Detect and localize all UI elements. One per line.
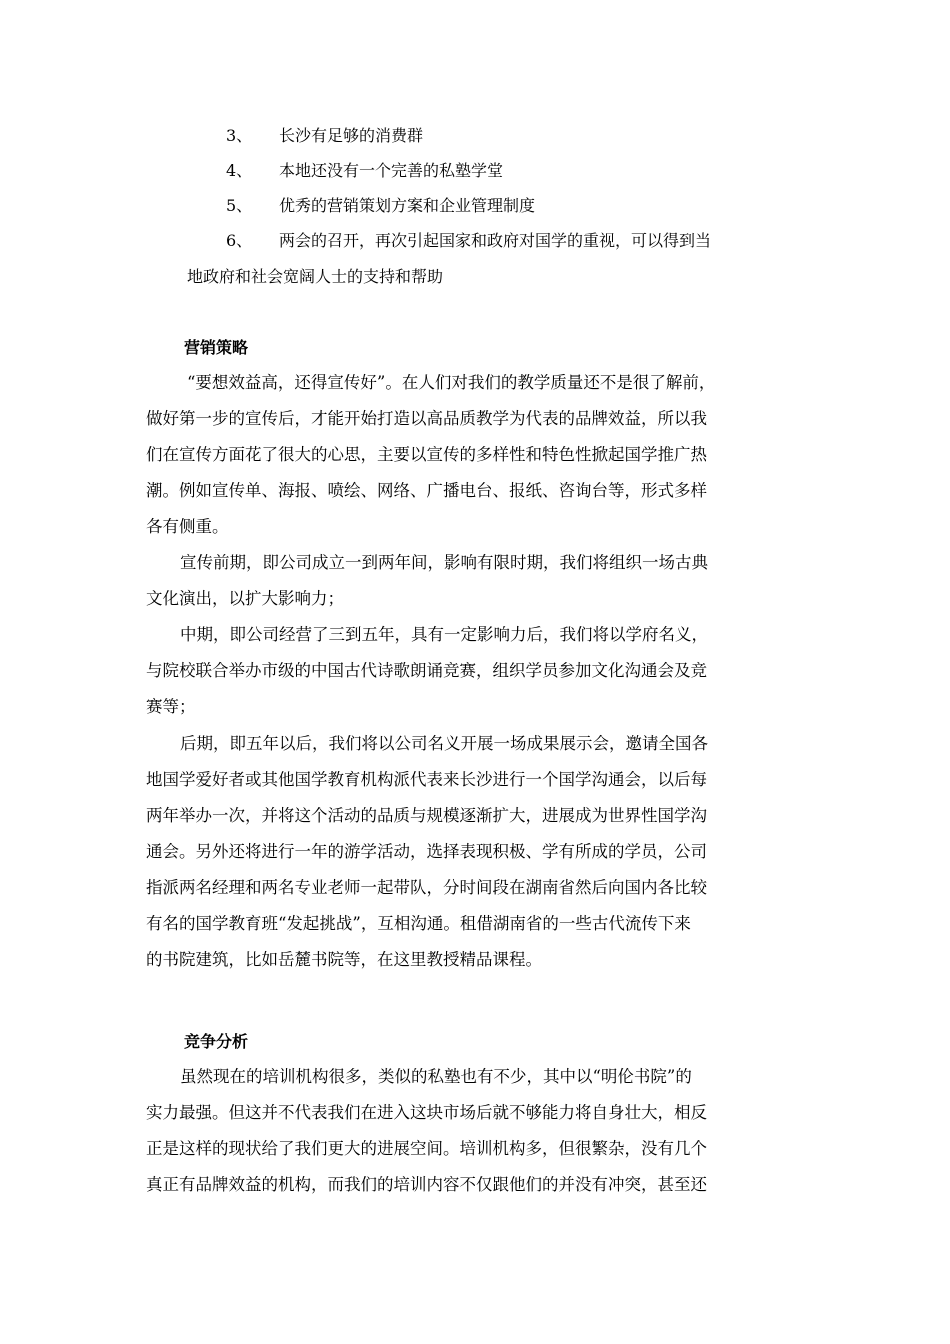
paragraph-line: 虽然现在的培训机构很多，类似的私塾也有不少，其中以“明伦书院”的 [180, 1067, 692, 1086]
paragraph-line: 文化演出，以扩大影响力； [146, 589, 344, 608]
paragraph-line: 通会。另外还将进行一年的游学活动，选择表现积极、学有所成的学员，公司 [146, 842, 707, 861]
paragraph-line: 宣传前期，即公司成立一到两年间，影响有限时期，我们将组织一场古典 [180, 553, 708, 572]
paragraph-line: 正是这样的现状给了我们更大的进展空间。培训机构多，但很繁杂，没有几个 [146, 1139, 707, 1158]
paragraph-line: 与院校联合举办市级的中国古代诗歌朗诵竞赛，组织学员参加文化沟通会及竞 [146, 661, 707, 680]
paragraph-line: 实力最强。但这并不代表我们在进入这块市场后就不够能力将自身壮大，相反 [146, 1103, 707, 1122]
paragraph-line: 做好第一步的宣传后，才能开始打造以高品质教学为代表的品牌效益，所以我 [146, 409, 707, 428]
list-text: 优秀的营销策划方案和企业管理制度 [279, 196, 536, 215]
paragraph-line: 指派两名经理和两名专业老师一起带队，分时间段在湖南省然后向国内各比较 [146, 878, 707, 897]
list-number: 4、 [226, 161, 253, 180]
paragraph-line: 地国学爱好者或其他国学教育机构派代表来长沙进行一个国学沟通会，以后每 [146, 770, 707, 789]
list-number: 5、 [226, 196, 253, 215]
list-text: 本地还没有一个完善的私塾学堂 [279, 161, 504, 180]
list-number: 6、 [226, 231, 253, 250]
paragraph-line: 中期，即公司经营了三到五年，具有一定影响力后，我们将以学府名义， [180, 625, 708, 644]
paragraph-line: 赛等； [146, 697, 196, 716]
paragraph-line: 两年举办一次，并将这个活动的品质与规模逐渐扩大，进展成为世界性国学沟 [146, 806, 707, 825]
list-text: 长沙有足够的消费群 [279, 126, 424, 145]
list-text-continuation: 地政府和社会宽阔人士的支持和帮助 [187, 267, 444, 286]
list-text: 两会的召开，再次引起国家和政府对国学的重视，可以得到当 [279, 231, 712, 250]
paragraph-line: 后期，即五年以后，我们将以公司名义开展一场成果展示会，邀请全国各 [180, 734, 708, 753]
paragraph-line: 有名的国学教育班“发起挑战”，互相沟通。租借湖南省的一些古代流传下来 [146, 914, 691, 933]
list-number: 3、 [226, 126, 253, 145]
paragraph-line: “要想效益高，还得宣传好”。在人们对我们的教学质量还不是很了解前， [187, 373, 716, 392]
paragraph-line: 各有侧重。 [146, 517, 229, 536]
paragraph-line: 潮。例如宣传单、海报、喷绘、网络、广播电台、报纸、咨询台等，形式多样 [146, 481, 707, 500]
paragraph-line: 的书院建筑，比如岳麓书院等，在这里教授精品课程。 [146, 950, 542, 969]
section-heading-competition: 竞争分析 [184, 1032, 249, 1051]
paragraph-line: 真正有品牌效益的机构，而我们的培训内容不仅跟他们的并没有冲突，甚至还 [146, 1175, 707, 1194]
section-heading-marketing: 营销策略 [184, 338, 249, 357]
paragraph-line: 们在宣传方面花了很大的心思，主要以宣传的多样性和特色性掀起国学推广热 [146, 445, 707, 464]
